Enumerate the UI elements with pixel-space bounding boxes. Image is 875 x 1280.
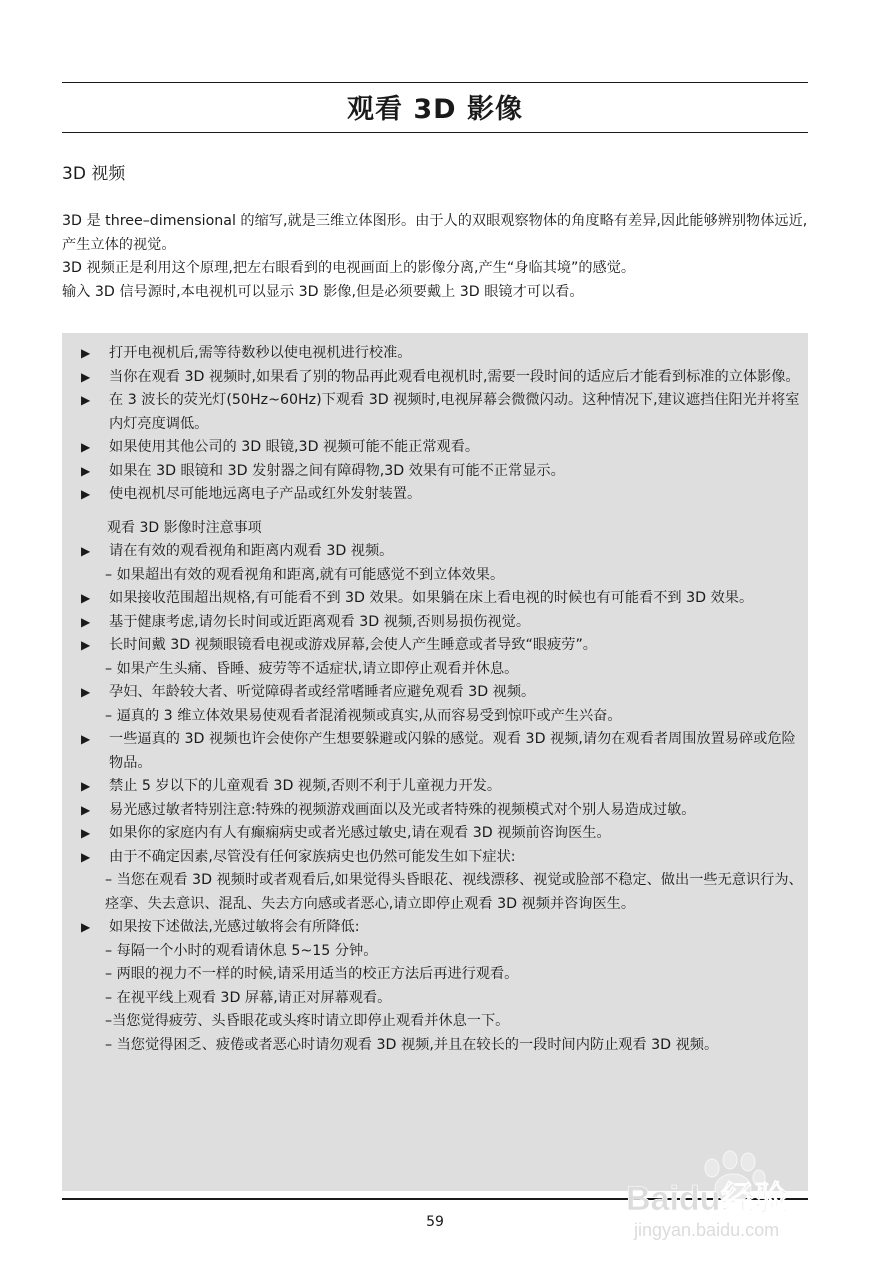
bullet-item xyxy=(81,389,806,436)
bullet-text: 孕妇、年龄较大者、听觉障碍者或经常嗜睡者应避免观看 3D 视频。 xyxy=(109,684,536,700)
bullet-text: 使电视机尽可能地远离电子产品或红外发射装置。 xyxy=(109,486,422,502)
bullet-item xyxy=(81,634,806,658)
bullet-item xyxy=(81,728,806,775)
bullet-arrow-icon: ▶ xyxy=(81,732,91,746)
title-rule xyxy=(62,132,808,133)
bullet-item xyxy=(81,681,806,705)
bullet-text: 禁止 5 岁以下的儿童观看 3D 视频,否则不利于儿童视力开发。 xyxy=(109,778,502,794)
section-heading: 3D 视频 xyxy=(62,164,126,184)
bullet-text: 如果在 3D 眼镜和 3D 发射器之间有障碍物,3D 效果有可能不正常显示。 xyxy=(109,462,565,479)
bullet-arrow-icon: ▶ xyxy=(81,591,91,605)
bullet-text: 如果使用其他公司的 3D 眼镜,3D 视频可能不能正常观看。 xyxy=(109,439,480,455)
bullet-arrow-icon: ▶ xyxy=(81,440,91,454)
intro-paragraph: 3D 视频正是利用这个原理,把左右眼看到的电视画面上的影像分离,产生“身临其境”的感觉。 xyxy=(62,260,636,276)
sub-item: – 逼真的 3 维立体效果易使观看者混淆视频或真实,从而容易受到惊吓或产生兴奋。 xyxy=(105,707,622,724)
bullet-item xyxy=(81,366,806,390)
bullet-arrow-icon: ▶ xyxy=(81,685,91,699)
bullet-arrow-icon: ▶ xyxy=(81,920,91,934)
sub-item: – 在视平线上观看 3D 屏幕,请正对屏幕观看。 xyxy=(105,989,392,1006)
bullet-arrow-icon: ▶ xyxy=(81,544,91,558)
bullet-arrow-icon: ▶ xyxy=(81,369,91,384)
bullet-arrow-icon: ▶ xyxy=(81,849,91,864)
bullet-text: 长时间戴 3D 视频眼镜看电视或游戏屏幕,会使人产生睡意或者导致“眼疲劳”。 xyxy=(109,637,597,653)
sub-item: – 当您觉得困乏、疲倦或者恶心时请勿观看 3D 视频,并且在较长的一段时间内防止观看 3D 视频。 xyxy=(105,1036,719,1053)
notice-panel xyxy=(62,333,808,1191)
bullet-text: 当你在观看 3D 视频时,如果看了别的物品再此观看电视机时,需要一段时间的适应后才能看到标准的立体影像。 xyxy=(109,368,800,385)
baidu-watermark xyxy=(620,1150,830,1245)
bullet-item xyxy=(81,587,806,611)
bullet-item xyxy=(81,611,806,635)
bullet-item xyxy=(81,799,806,823)
bullet-item xyxy=(81,846,806,870)
page-number: 59 xyxy=(426,1214,444,1230)
top-rule xyxy=(62,82,808,83)
bullet-item xyxy=(81,775,806,799)
bullet-text: 请在有效的观看视角和距离内观看 3D 视频。 xyxy=(109,543,394,559)
intro-text xyxy=(62,210,808,304)
notice-list xyxy=(81,342,806,507)
precautions-list xyxy=(81,540,806,1057)
sub-item: – 如果超出有效的观看视角和距离,就有可能感觉不到立体效果。 xyxy=(105,566,505,583)
bullet-text: 由于不确定因素,尽管没有任何家族病史也仍然可能发生如下症状: xyxy=(109,848,516,865)
bullet-item xyxy=(81,342,806,366)
watermark-brand: Baidu经验 xyxy=(626,1180,789,1218)
bullet-arrow-icon: ▶ xyxy=(81,463,91,478)
intro-paragraph: 输入 3D 信号源时,本电视机可以显示 3D 影像,但是必须要戴上 3D 眼镜才可以看。 xyxy=(62,283,584,300)
sub-item: –当您觉得疲劳、头昏眼花或头疼时请立即停止观看并休息一下。 xyxy=(105,1013,510,1029)
sub-item: – 如果产生头痛、昏睡、疲劳等不适症状,请立即停止观看并休息。 xyxy=(105,660,519,677)
bullet-text: 打开电视机后,需等待数秒以使电视机进行校准。 xyxy=(109,345,412,361)
bullet-item xyxy=(81,436,806,460)
watermark-url: jingyan.baidu.com xyxy=(634,1220,780,1240)
bullet-arrow-icon: ▶ xyxy=(81,826,91,840)
intro-paragraph: 3D 是 three–dimensional 的缩写,就是三维立体图形。由于人的双眼观察物体的角度略有差异,因此能够辨别物体远近,产生立体的视觉。 xyxy=(62,213,808,253)
bullet-text: 在 3 波长的荧光灯(50Hz~60Hz)下观看 3D 视频时,电视屏幕会微微闪动。这种情况下,建议遮挡住阳光并将室内灯亮度调低。 xyxy=(109,392,800,432)
bullet-text: 易光感过敏者特别注意:特殊的视频游戏画面以及光或者特殊的视频模式对个别人易造成过敏。 xyxy=(109,801,696,818)
sub-item: – 当您在观看 3D 视频时或者观看后,如果觉得头昏眼花、视线漂移、视觉或脸部不稳定、做出一些无意识行为、痉挛、失去意识、混乱、失去方向感或者恶心,请立即停止观看 3D 视频并咨询医生。 xyxy=(105,872,803,912)
bullet-item xyxy=(81,460,806,484)
bullet-arrow-icon: ▶ xyxy=(81,393,91,407)
bullet-arrow-icon: ▶ xyxy=(81,487,91,501)
page-title: 观看 3D 影像 xyxy=(347,94,523,125)
bullet-text: 如果接收范围超出规格,有可能看不到 3D 效果。如果躺在床上看电视的时候也有可能看不到 3D 效果。 xyxy=(109,590,754,606)
bullet-item xyxy=(81,822,806,846)
bullet-arrow-icon: ▶ xyxy=(81,346,91,360)
bullet-arrow-icon: ▶ xyxy=(81,802,91,817)
bullet-arrow-icon: ▶ xyxy=(81,779,91,793)
bullet-text: 基于健康考虑,请勿长时间或近距离观看 3D 视频,否则易损伤视觉。 xyxy=(109,613,531,630)
bullet-item xyxy=(81,916,806,940)
bullet-text: 一些逼真的 3D 视频也许会使你产生想要躲避或闪躲的感觉。观看 3D 视频,请勿在观看者周围放置易碎或危险物品。 xyxy=(109,731,796,771)
sub-item: – 每隔一个小时的观看请休息 5~15 分钟。 xyxy=(105,942,378,959)
bullet-arrow-icon: ▶ xyxy=(81,638,91,652)
bullet-text: 如果你的家庭内有人有癫痫病史或者光感过敏史,请在观看 3D 视频前咨询医生。 xyxy=(109,825,611,841)
bullet-text: 如果按下述做法,光感过敏将会有所降低: xyxy=(109,919,360,935)
bullet-item xyxy=(81,483,806,507)
bullet-item xyxy=(81,540,806,564)
bullet-arrow-icon: ▶ xyxy=(81,614,91,629)
sub-item: – 两眼的视力不一样的时候,请采用适当的校正方法后再进行观看。 xyxy=(105,966,519,982)
precautions-heading: 观看 3D 影像时注意事项 xyxy=(107,519,262,536)
